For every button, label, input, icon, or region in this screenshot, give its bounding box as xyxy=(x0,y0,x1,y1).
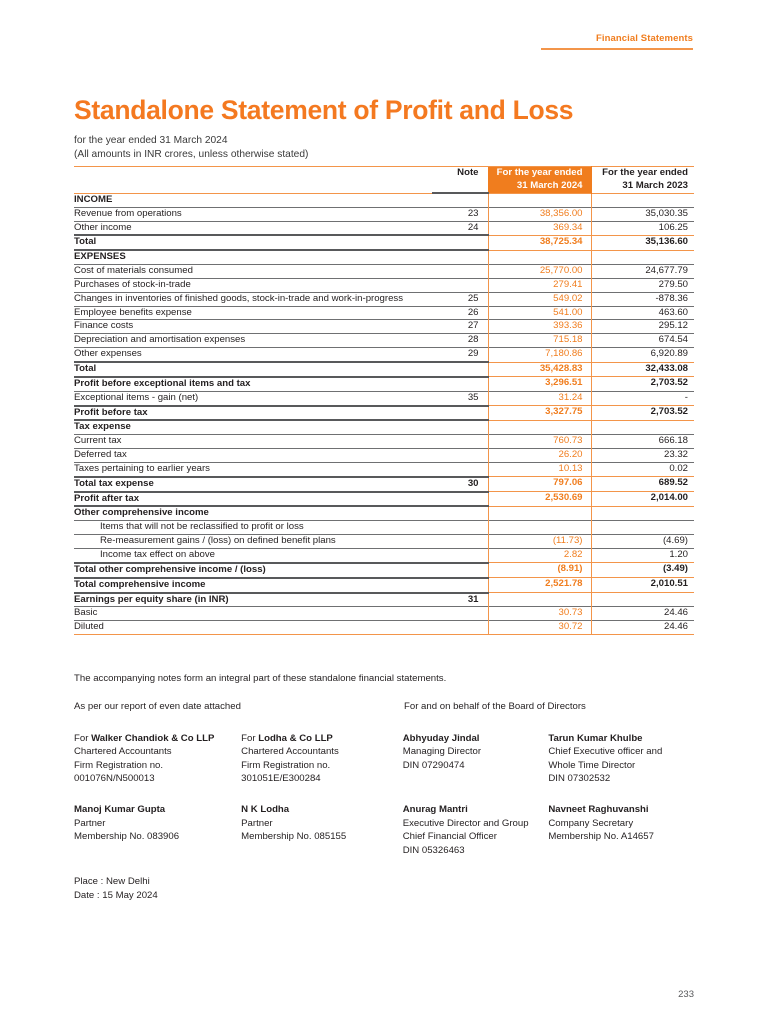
row-value-2023: 689.52 xyxy=(591,477,694,492)
row-value-2024 xyxy=(488,506,591,520)
table-row xyxy=(74,250,694,264)
column-header-particulars xyxy=(74,167,432,194)
row-value-2023: 674.54 xyxy=(591,334,694,348)
table-row xyxy=(74,607,694,621)
row-note-ref xyxy=(432,406,488,421)
row-value-2024: 2,521.78 xyxy=(488,578,591,593)
row-label: Other comprehensive income xyxy=(74,506,432,520)
signatory-name xyxy=(403,732,539,746)
row-value-2023: 279.50 xyxy=(591,278,694,292)
row-label: Total other comprehensive income / (loss) xyxy=(74,563,432,578)
row-value-2024: 38,356.00 xyxy=(488,207,591,221)
row-note-ref xyxy=(432,420,488,434)
table-row xyxy=(74,506,694,520)
table-row xyxy=(74,265,694,279)
signatory-detail-line: Firm Registration no. xyxy=(241,759,331,771)
row-value-2023: 0.02 xyxy=(591,462,694,476)
row-label: Cost of materials consumed xyxy=(74,265,432,279)
signatory-detail-line: Membership No. A14657 xyxy=(548,831,654,843)
signatory-name xyxy=(548,732,684,746)
signatory-name-text: Lodha & Co LLP xyxy=(258,732,333,744)
page-number: 233 xyxy=(678,989,694,1000)
table-body xyxy=(74,193,694,634)
units-note: (All amounts in INR crores, unless otherwise stated) xyxy=(74,149,309,161)
row-note-ref: 31 xyxy=(432,593,488,607)
row-note-ref xyxy=(432,521,488,535)
row-value-2024 xyxy=(488,521,591,535)
row-note-ref xyxy=(432,462,488,476)
signatory-block xyxy=(241,803,403,857)
running-header-rule xyxy=(541,48,693,50)
title-block xyxy=(74,96,694,163)
row-note-ref: 28 xyxy=(432,334,488,348)
row-note-ref xyxy=(432,492,488,507)
row-value-2023: (3.49) xyxy=(591,563,694,578)
table-row xyxy=(74,563,694,578)
signatory-detail-line: Executive Director and Group xyxy=(402,817,529,829)
signatory-block xyxy=(74,803,241,857)
table-row xyxy=(74,292,694,306)
signatory-detail-line: Whole Time Director xyxy=(548,759,636,771)
row-label: INCOME xyxy=(74,193,432,207)
column-header-year-2024-line2: 31 March 2024 xyxy=(516,179,583,191)
row-value-2024: 541.00 xyxy=(488,306,591,320)
row-value-2024: 279.41 xyxy=(488,278,591,292)
row-label: Depreciation and amortisation expenses xyxy=(74,334,432,348)
row-value-2024 xyxy=(488,593,591,607)
page-title: Standalone Statement of Profit and Loss xyxy=(74,95,574,125)
signatory-detail-line: Chief Financial Officer xyxy=(402,831,497,843)
row-value-2024 xyxy=(488,420,591,434)
row-label: Diluted xyxy=(74,621,432,635)
row-note-ref xyxy=(432,449,488,463)
row-value-2024: 715.18 xyxy=(488,334,591,348)
signatory-name xyxy=(548,803,684,817)
row-value-2024 xyxy=(488,250,591,264)
signatory-name xyxy=(241,732,393,746)
table-row xyxy=(74,621,694,635)
row-label: Exceptional items - gain (net) xyxy=(74,391,432,405)
signatory-name-text: Walker Chandiok & Co LLP xyxy=(91,732,215,744)
row-label: Total xyxy=(74,362,432,377)
table-row xyxy=(74,334,694,348)
column-header-year-2024 xyxy=(488,167,591,194)
row-note-ref xyxy=(432,377,488,391)
signatory-name-text: N K Lodha xyxy=(241,804,290,816)
signatory-detail-line: 301051E/E300284 xyxy=(241,773,321,785)
reporting-period: for the year ended 31 March 2024 xyxy=(74,134,228,146)
signatory-block xyxy=(403,803,549,857)
signatory-detail-line: Chartered Accountants xyxy=(241,746,339,758)
row-value-2024: 25,770.00 xyxy=(488,265,591,279)
row-value-2024: 2,530.69 xyxy=(488,492,591,507)
row-label: Total comprehensive income xyxy=(74,578,432,593)
signatory-detail-line: Chartered Accountants xyxy=(74,746,172,758)
place-and-date xyxy=(74,875,694,902)
table-row xyxy=(74,278,694,292)
signatory-block xyxy=(548,732,694,786)
row-value-2023: 295.12 xyxy=(591,320,694,334)
row-label: Earnings per equity share (in INR) xyxy=(74,593,432,607)
row-value-2023: (4.69) xyxy=(591,535,694,549)
row-value-2023: 2,014.00 xyxy=(591,492,694,507)
signature-area xyxy=(74,700,694,903)
row-value-2023 xyxy=(591,420,694,434)
row-note-ref xyxy=(432,607,488,621)
row-value-2023 xyxy=(591,521,694,535)
row-value-2024: 2.82 xyxy=(488,548,591,562)
page-running-header xyxy=(541,33,693,50)
row-value-2023: 2,703.52 xyxy=(591,406,694,421)
row-note-ref xyxy=(432,193,488,207)
signatory-detail-line: Firm Registration no. xyxy=(74,759,164,771)
row-value-2023: 24,677.79 xyxy=(591,265,694,279)
row-label: Other income xyxy=(74,221,432,235)
signatory-name xyxy=(74,732,231,746)
table-row xyxy=(74,449,694,463)
row-value-2024: 3,296.51 xyxy=(488,377,591,391)
row-value-2024: (11.73) xyxy=(488,535,591,549)
row-label: Other expenses xyxy=(74,348,432,362)
table-row xyxy=(74,578,694,593)
row-value-2024: 38,725.34 xyxy=(488,235,591,250)
row-note-ref xyxy=(432,235,488,250)
table-row xyxy=(74,320,694,334)
signatory-detail-line: 001076N/N500013 xyxy=(74,773,155,785)
row-value-2024: 369.34 xyxy=(488,221,591,235)
row-label: Employee benefits expense xyxy=(74,306,432,320)
row-value-2023: 666.18 xyxy=(591,435,694,449)
title-subtitle xyxy=(74,134,694,163)
table-row xyxy=(74,477,694,492)
signatory-detail-line: Chief Executive officer and xyxy=(548,746,663,758)
date-label: Date : 15 May 2024 xyxy=(74,890,158,902)
row-value-2024: 393.36 xyxy=(488,320,591,334)
row-label: Profit before tax xyxy=(74,406,432,421)
accompanying-notes-footnote: The accompanying notes form an integral part of these standalone financial statements. xyxy=(74,673,447,684)
table-row xyxy=(74,306,694,320)
table-row xyxy=(74,548,694,562)
table-row xyxy=(74,362,694,377)
row-label: Re-measurement gains / (loss) on defined benefit plans xyxy=(74,535,432,549)
row-label: Deferred tax xyxy=(74,449,432,463)
row-label: Finance costs xyxy=(74,320,432,334)
signatory-detail-line: DIN 07290474 xyxy=(402,759,465,771)
row-label: Profit before exceptional items and tax xyxy=(74,377,432,391)
signatory-block xyxy=(548,803,694,857)
row-value-2023: 463.60 xyxy=(591,306,694,320)
table-header xyxy=(74,167,694,194)
auditor-report-note: As per our report of even date attached xyxy=(74,701,241,712)
row-value-2024: 26.20 xyxy=(488,449,591,463)
signatory-name-text: Tarun Kumar Khulbe xyxy=(548,732,643,744)
row-value-2023: 106.25 xyxy=(591,221,694,235)
row-value-2023: 1.20 xyxy=(591,548,694,562)
table-row xyxy=(74,521,694,535)
column-header-year-2023 xyxy=(591,167,694,194)
row-value-2024: 31.24 xyxy=(488,391,591,405)
table-header-row xyxy=(74,167,694,194)
signatory-name xyxy=(403,803,539,817)
signatory-prefix: For xyxy=(241,732,259,744)
row-value-2023: -878.36 xyxy=(591,292,694,306)
signature-intro xyxy=(74,700,694,714)
row-label: Income tax effect on above xyxy=(74,548,432,562)
signatory-detail-line: Company Secretary xyxy=(548,817,634,829)
column-header-year-2023-line2: 31 March 2023 xyxy=(622,179,688,191)
table-row xyxy=(74,377,694,391)
signatory-detail-line: DIN 07302532 xyxy=(548,773,611,785)
row-note-ref xyxy=(432,265,488,279)
row-value-2023 xyxy=(591,593,694,607)
row-value-2023: 32,433.08 xyxy=(591,362,694,377)
signatory-name-text: Anurag Mantri xyxy=(402,804,468,816)
row-value-2023 xyxy=(591,506,694,520)
row-label: Profit after tax xyxy=(74,492,432,507)
row-note-ref xyxy=(432,250,488,264)
signatory-detail-line: DIN 05326463 xyxy=(402,844,465,856)
table-row xyxy=(74,435,694,449)
row-value-2023: 35,030.35 xyxy=(591,207,694,221)
row-note-ref: 24 xyxy=(432,221,488,235)
column-header-year-2024-line1: For the year ended xyxy=(496,167,583,178)
signatory-detail-line: Managing Director xyxy=(402,746,482,758)
row-value-2024: 549.02 xyxy=(488,292,591,306)
signatory-name-text: Manoj Kumar Gupta xyxy=(74,804,166,816)
signatory-row-officers xyxy=(74,803,694,857)
row-value-2023: 24.46 xyxy=(591,621,694,635)
row-value-2024: 3,327.75 xyxy=(488,406,591,421)
row-note-ref: 25 xyxy=(432,292,488,306)
row-value-2023: 2,010.51 xyxy=(591,578,694,593)
row-value-2024: 30.72 xyxy=(488,621,591,635)
signatory-name-text: Navneet Raghuvanshi xyxy=(548,804,649,816)
signatory-name xyxy=(241,803,393,817)
place-label: Place : New Delhi xyxy=(74,876,150,888)
row-label: EXPENSES xyxy=(74,250,432,264)
signatory-detail-line: Membership No. 083906 xyxy=(74,831,180,843)
column-header-note: Note xyxy=(432,167,488,194)
row-note-ref: 30 xyxy=(432,477,488,492)
row-note-ref xyxy=(432,506,488,520)
row-note-ref: 23 xyxy=(432,207,488,221)
running-header-label: Financial Statements xyxy=(595,33,693,44)
row-value-2024: 30.73 xyxy=(488,607,591,621)
row-value-2023: 23.32 xyxy=(591,449,694,463)
row-value-2023: - xyxy=(591,391,694,405)
table-row xyxy=(74,406,694,421)
row-value-2024: 35,428.83 xyxy=(488,362,591,377)
row-note-ref xyxy=(432,535,488,549)
row-note-ref xyxy=(432,548,488,562)
signatory-row-auditors xyxy=(74,732,694,786)
row-note-ref xyxy=(432,563,488,578)
row-label: Tax expense xyxy=(74,420,432,434)
row-label: Basic xyxy=(74,607,432,621)
row-label: Revenue from operations xyxy=(74,207,432,221)
row-note-ref: 27 xyxy=(432,320,488,334)
table-row xyxy=(74,221,694,235)
row-value-2024: 10.13 xyxy=(488,462,591,476)
row-value-2024: 760.73 xyxy=(488,435,591,449)
row-label: Purchases of stock-in-trade xyxy=(74,278,432,292)
signatory-block xyxy=(74,732,241,786)
table-row xyxy=(74,535,694,549)
board-of-directors-note: For and on behalf of the Board of Directors xyxy=(404,701,586,712)
row-value-2024 xyxy=(488,193,591,207)
row-label: Items that will not be reclassified to profit or loss xyxy=(74,521,432,535)
signatory-detail-line: Partner xyxy=(241,817,273,829)
profit-and-loss-table xyxy=(74,166,694,635)
row-value-2024: 797.06 xyxy=(488,477,591,492)
row-note-ref: 35 xyxy=(432,391,488,405)
table-row xyxy=(74,235,694,250)
row-note-ref: 29 xyxy=(432,348,488,362)
signatory-name-text: Abhyuday Jindal xyxy=(402,732,480,744)
signatory-detail-line: Partner xyxy=(74,817,106,829)
row-value-2024: 7,180.86 xyxy=(488,348,591,362)
row-note-ref xyxy=(432,578,488,593)
row-label: Total xyxy=(74,235,432,250)
table-row xyxy=(74,207,694,221)
signatory-name xyxy=(74,803,231,817)
row-value-2024: (8.91) xyxy=(488,563,591,578)
table-row xyxy=(74,492,694,507)
table-row xyxy=(74,420,694,434)
row-label: Total tax expense xyxy=(74,477,432,492)
row-note-ref xyxy=(432,278,488,292)
table-row xyxy=(74,193,694,207)
signatory-block xyxy=(241,732,403,786)
signatory-detail-line: Membership No. 085155 xyxy=(241,831,347,843)
column-header-year-2023-line1: For the year ended xyxy=(602,167,688,178)
row-value-2023: 24.46 xyxy=(591,607,694,621)
row-note-ref: 26 xyxy=(432,306,488,320)
row-label: Changes in inventories of finished goods, stock-in-trade and work-in-progress xyxy=(74,292,432,306)
row-value-2023 xyxy=(591,193,694,207)
signatory-prefix: For xyxy=(74,732,92,744)
row-value-2023 xyxy=(591,250,694,264)
row-label: Current tax xyxy=(74,435,432,449)
row-note-ref xyxy=(432,435,488,449)
signatory-block xyxy=(403,732,549,786)
table-row xyxy=(74,593,694,607)
table-row xyxy=(74,391,694,405)
row-note-ref xyxy=(432,362,488,377)
row-label: Taxes pertaining to earlier years xyxy=(74,462,432,476)
table-row xyxy=(74,348,694,362)
row-value-2023: 35,136.60 xyxy=(591,235,694,250)
row-value-2023: 2,703.52 xyxy=(591,377,694,391)
row-note-ref xyxy=(432,621,488,635)
row-value-2023: 6,920.89 xyxy=(591,348,694,362)
table-row xyxy=(74,462,694,476)
